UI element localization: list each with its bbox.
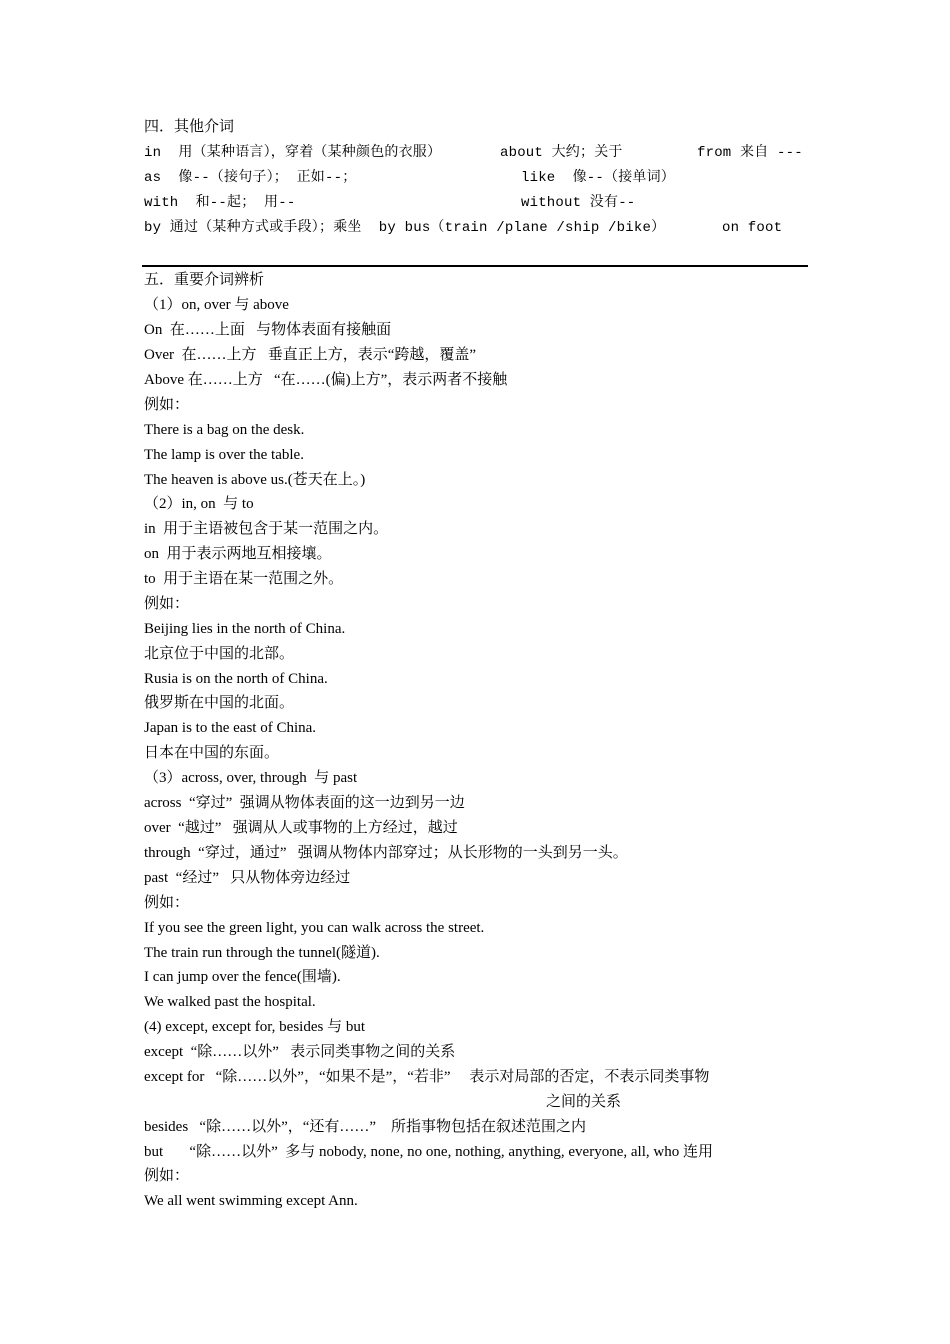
text-line: Above 在……上方 “在……(偏)上方”，表示两者不接触 xyxy=(144,372,508,388)
text-line: If you see the green light, you can walk across the street. xyxy=(144,920,485,936)
text-line: Over 在……上方 垂直正上方，表示“跨越，覆盖” xyxy=(144,347,477,363)
text-line: in 用于主语被包含于某一范围之内。 xyxy=(144,521,389,537)
text-line: except for “除……以外”，“如果不是”，“若非” 表示对局部的否定，不表示同类事物 xyxy=(144,1069,710,1085)
text-line: on 用于表示两地互相接壤。 xyxy=(144,546,332,562)
text-line: 例如： xyxy=(144,895,190,911)
text-line: 俄罗斯在中国的北面。 xyxy=(144,695,295,711)
section-5-title: 五．重要介词辨析 xyxy=(144,272,265,288)
text-line: On 在……上面 与物体表面有接触面 xyxy=(144,322,392,338)
prep-in: in 用（某种语言），穿着（某种颜色的衣服） xyxy=(144,145,442,161)
text-line: There is a bag on the desk. xyxy=(144,422,305,438)
text-line: We all went swimming except Ann. xyxy=(144,1193,358,1209)
text-line: 例如： xyxy=(144,1168,190,1184)
text-line: I can jump over the fence(围墙). xyxy=(144,969,341,985)
text-line: The lamp is over the table. xyxy=(144,447,304,463)
text-line: over “越过” 强调从人或事物的上方经过，越过 xyxy=(144,820,458,836)
text-line: (4) except, except for, besides 与 but xyxy=(144,1019,365,1035)
text-line-continuation: 之间的关系 xyxy=(546,1094,622,1110)
text-line: through “穿过，通过” 强调从物体内部穿过；从长形物的一头到另一头。 xyxy=(144,845,628,861)
text-line: past “经过” 只从物体旁边经过 xyxy=(144,870,351,886)
text-line: （2）in, on 与 to xyxy=(144,496,254,512)
text-line: to 用于主语在某一范围之外。 xyxy=(144,571,344,587)
text-line: （3）across, over, through 与 past xyxy=(144,770,358,786)
text-line: 北京位于中国的北部。 xyxy=(144,646,295,662)
text-line: Japan is to the east of China. xyxy=(144,720,317,736)
text-line: We walked past the hospital. xyxy=(144,994,316,1010)
text-line: 例如： xyxy=(144,596,190,612)
text-line: but “除……以外” 多与 nobody, none, no one, nothing, anything, everyone, all, who 连用 xyxy=(144,1144,713,1160)
prep-from: from 来自 --- xyxy=(697,145,803,161)
text-line: The train run through the tunnel(隧道). xyxy=(144,945,380,961)
prep-about: about 大约；关于 xyxy=(500,145,623,161)
prep-by: by 通过（某种方式或手段）；乘坐 by bus（train /plane /ship /bike） xyxy=(144,220,666,236)
text-line: Rusia is on the north of China. xyxy=(144,671,328,687)
text-line: （1）on, over 与 above xyxy=(144,297,289,313)
text-line: besides “除……以外”，“还有……” 所指事物包括在叙述范围之内 xyxy=(144,1119,587,1135)
section-divider xyxy=(142,265,808,267)
text-line: 例如： xyxy=(144,397,190,413)
text-line: except “除……以外” 表示同类事物之间的关系 xyxy=(144,1044,456,1060)
text-line: across “穿过” 强调从物体表面的这一边到另一边 xyxy=(144,795,465,811)
text-line: 日本在中国的东面。 xyxy=(144,745,280,761)
prep-with: with 和--起； 用-- xyxy=(144,195,296,211)
prep-as: as 像--（接句子）； 正如--； xyxy=(144,170,357,186)
prep-without: without 没有-- xyxy=(521,195,636,211)
section-4-title: 四．其他介词 xyxy=(144,119,235,135)
prep-like: like 像--（接单词） xyxy=(521,170,676,186)
prep-on-foot: on foot xyxy=(722,220,783,236)
text-line: Beijing lies in the north of China. xyxy=(144,621,346,637)
text-line: The heaven is above us.(苍天在上。) xyxy=(144,472,366,488)
